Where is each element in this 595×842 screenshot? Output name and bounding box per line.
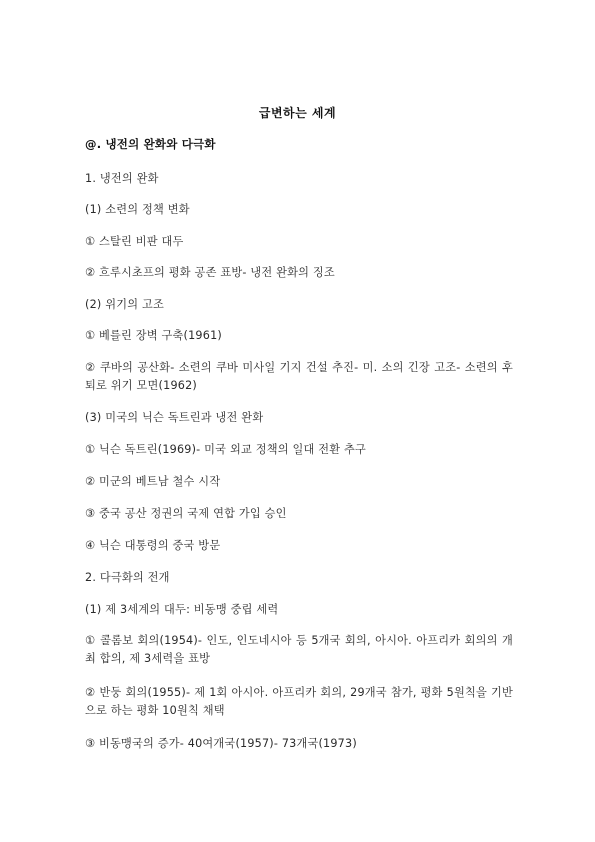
document-title: 급변하는 세계 [258,106,337,120]
list-item: ④ 닉슨 대통령의 중국 방문 [85,539,221,552]
list-item: (2) 위기의 고조 [85,298,164,311]
list-item: ② 쿠바의 공산화- 소련의 쿠바 미사일 기지 건설 추진- 미. 소의 긴장 고조- 소련의 후퇴로 위기 모면(1962) [85,361,513,392]
list-item: ③ 비동맹국의 증가- 40여개국(1957)- 73개국(1973) [85,737,357,750]
list-item: ① 베를린 장벽 구축(1961) [85,329,222,342]
list-item: ① 닉슨 독트린(1969)- 미국 외교 정책의 일대 전환 추구 [85,443,367,456]
list-item: ② 미군의 베트남 철수 시작 [85,475,221,488]
section-heading: @. 냉전의 완화와 다극화 [85,137,216,151]
list-item: ② 흐루시초프의 평화 공존 표방- 냉전 완화의 징조 [85,266,335,279]
list-item: ① 콜롬보 회의(1954)- 인도, 인도네시아 등 5개국 회의, 아시아. 아프리카 회의의 개최 합의, 제 3세력을 표방 [85,634,513,665]
list-item: (1) 제 3세계의 대두: 비동맹 중립 세력 [85,603,279,616]
list-item: ② 반둥 회의(1955)- 제 1회 아시아. 아프리카 회의, 29개국 참가, 평화 5원칙을 기반으로 하는 평화 10원칙 채택 [85,686,513,717]
list-item: (1) 소련의 정책 변화 [85,203,190,216]
subsection-heading: 2. 다극화의 전개 [85,571,170,584]
list-item: (3) 미국의 닉슨 독트린과 냉전 완화 [85,411,264,424]
list-item: ① 스탈린 비판 대두 [85,235,184,248]
subsection-heading: 1. 냉전의 완화 [85,172,159,185]
list-item: ③ 중국 공산 정권의 국제 연합 가입 승인 [85,507,287,520]
